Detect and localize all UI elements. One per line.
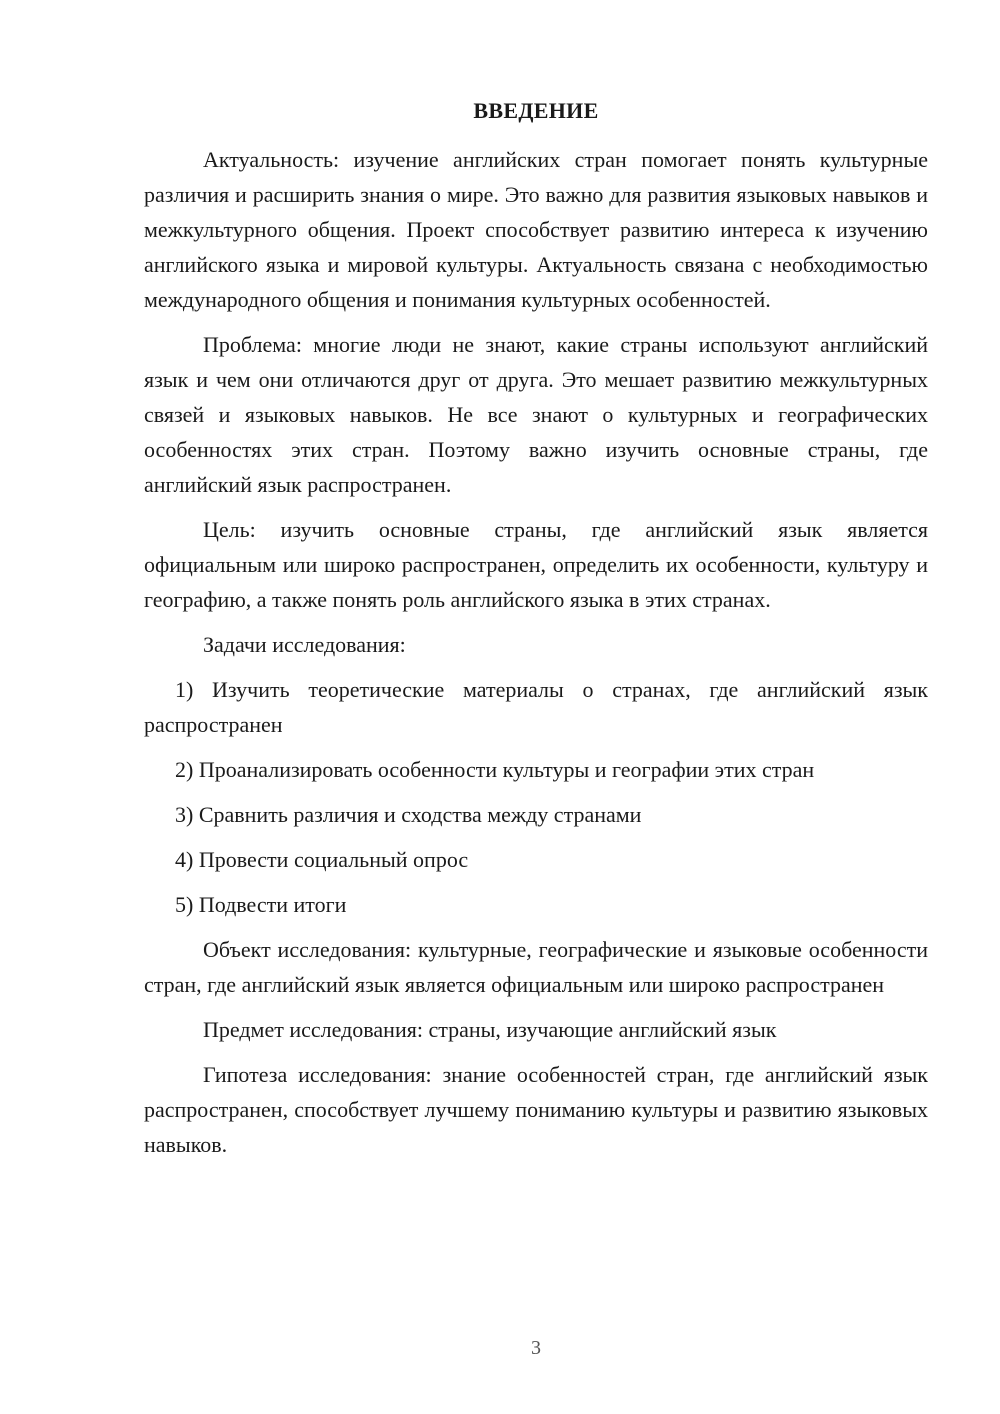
task-item: 4) Провести социальный опрос (175, 847, 469, 872)
paragraph-subject: Предмет исследования: страны, изучающие английский язык (203, 1017, 777, 1042)
paragraph-goal: Цель: изучить основные страны, где английский язык является официальным или широко распространен, определить их особенности, культуру и географию, а также понять роль английского языка в этих странах. (144, 517, 928, 612)
paragraph-problem: Проблема: многие люди не знают, какие страны используют английский язык и чем они отличаются друг от друга. Это мешает развитию межкультурных связей и языковых навыков. Не все знают о культурных и географических особенностях этих стран. Поэтому важно изучить основные страны, где английский язык распространен. (144, 332, 928, 497)
paragraph-tasks-intro: Задачи исследования: (203, 632, 406, 657)
paragraph-object: Объект исследования: культурные, географические и языковые особенности стран, где английский язык является официальным или широко распространен (144, 937, 928, 997)
paragraph-hypothesis: Гипотеза исследования: знание особенностей стран, где английский язык распространен, способствует лучшему пониманию культуры и развитию языковых навыков. (144, 1062, 928, 1157)
page-number: 3 (531, 1337, 541, 1359)
section-heading: ВВЕДЕНИЕ (473, 98, 599, 123)
task-item: 5) Подвести итоги (175, 892, 347, 917)
task-item: 2) Проанализировать особенности культуры и географии этих стран (175, 757, 815, 782)
document-body (144, 142, 928, 1172)
paragraph-relevance: Актуальность: изучение английских стран помогает понять культурные различия и расширить знания о мире. Это важно для развития языковых навыков и межкультурного общения. Проект способствует развитию интереса к изучению английского языка и мировой культуры. Актуальность связана с необходимостью международного общения и понимания культурных особенностей. (144, 147, 928, 312)
task-item: 1) Изучить теоретические материалы о странах, где английский язык распространен (144, 677, 928, 737)
task-item: 3) Сравнить различия и сходства между странами (175, 802, 642, 827)
